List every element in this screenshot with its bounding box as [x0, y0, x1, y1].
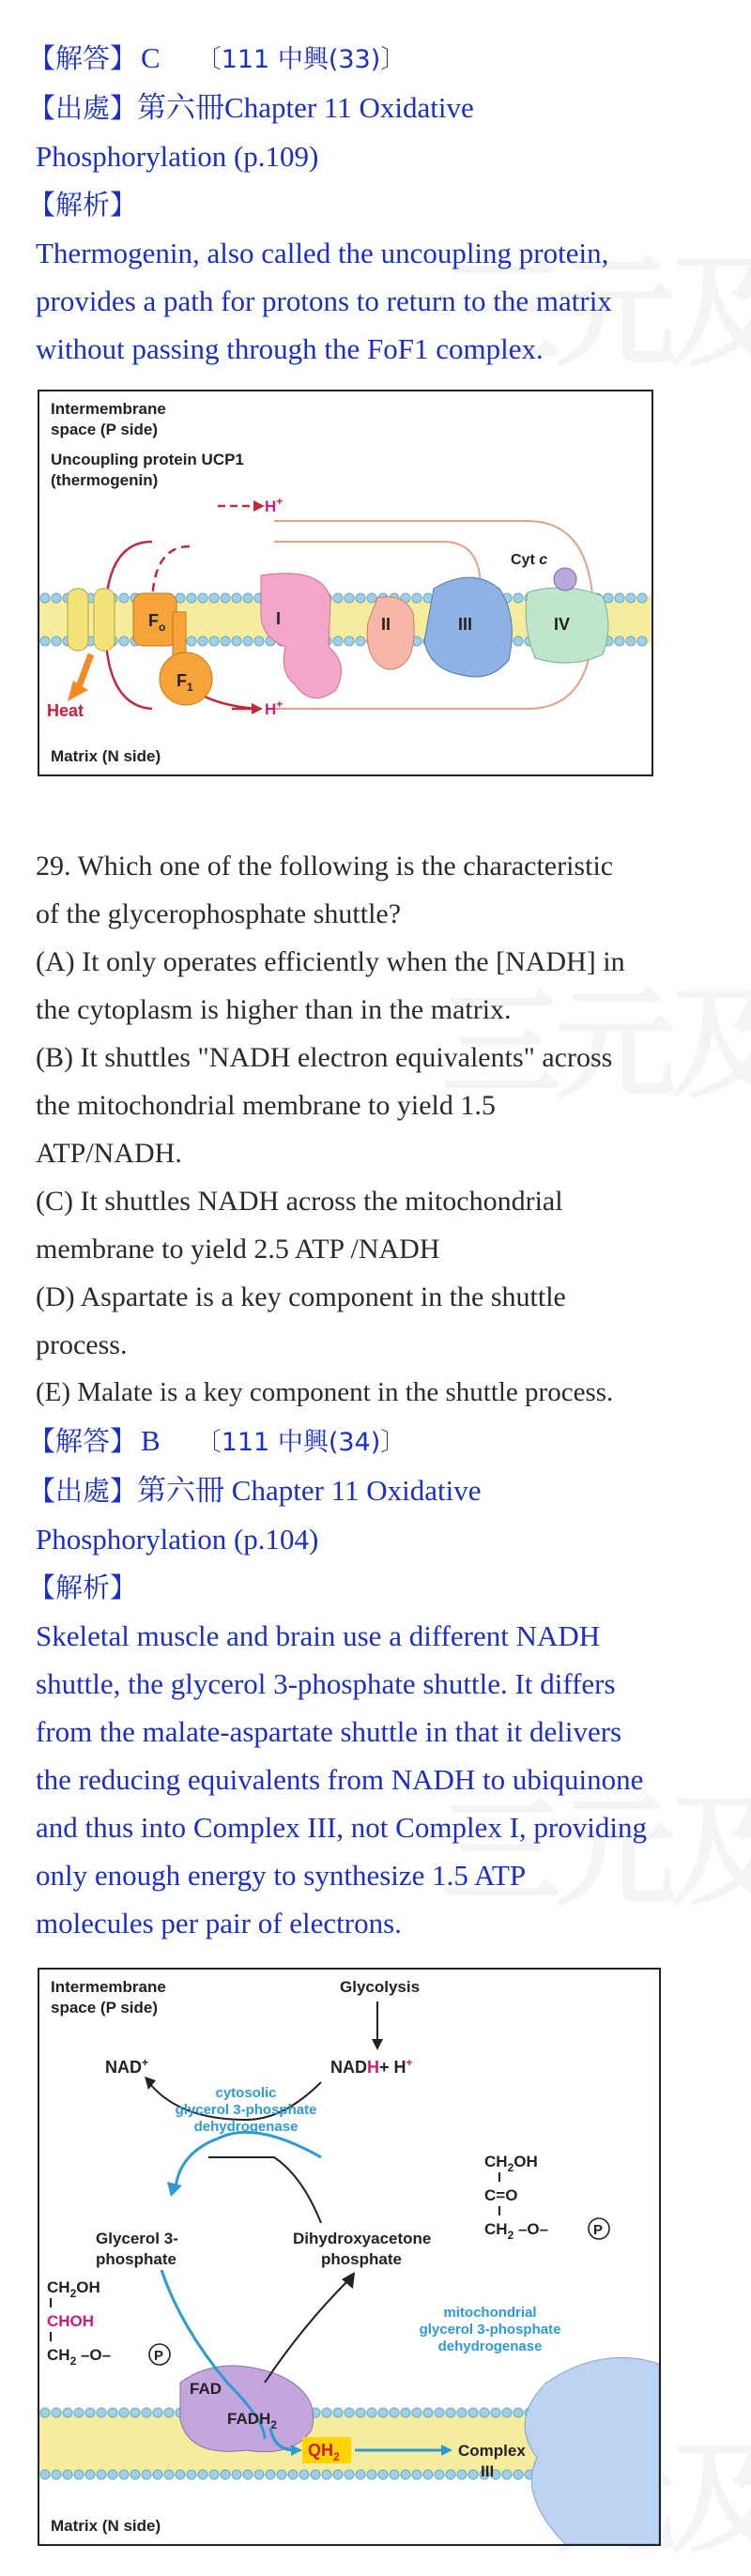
- lipid-head: [221, 636, 230, 646]
- lipid-head: [457, 2470, 467, 2479]
- lipid-head: [513, 636, 523, 646]
- lipid-head: [401, 2470, 410, 2479]
- g3p-structure: [47, 2278, 170, 2368]
- lipid-head: [502, 2408, 512, 2417]
- cytosolic-enzyme-label: glycerol 3-phosphate: [175, 2102, 317, 2118]
- complex-iii-shape: [525, 2357, 659, 2544]
- lipid-head: [119, 593, 129, 603]
- glycerol-shuttle-figure: [38, 1968, 661, 2546]
- explanation-line: only enough energy to synthesize 1.5 ATP: [36, 1859, 527, 1892]
- svg-text:IV: IV: [554, 615, 571, 634]
- proton-label-top: H+: [265, 495, 284, 515]
- lipid-head: [423, 2470, 433, 2479]
- lipid-head: [322, 2408, 331, 2417]
- option-line: ATP/NADH.: [36, 1138, 182, 1169]
- lipid-head: [423, 2408, 433, 2417]
- page-content: [28, 34, 730, 2546]
- source-tag: 【出處】: [28, 92, 138, 124]
- lipid-head: [311, 2470, 320, 2479]
- svg-text:P: P: [593, 2222, 604, 2238]
- explanation-line: without passing through the FoF1 complex.: [36, 332, 544, 365]
- lipid-head: [198, 2470, 207, 2479]
- lipid-head: [153, 2470, 162, 2479]
- lipid-head: [209, 636, 219, 646]
- lipid-head: [266, 2470, 275, 2479]
- lipid-head: [40, 593, 50, 603]
- lipid-head: [446, 2470, 455, 2479]
- lipid-head: [243, 2470, 253, 2479]
- cytc-label: Cyt c: [511, 552, 548, 568]
- answer-tag: 【解答】: [28, 1425, 138, 1457]
- complex-ii: [367, 597, 414, 669]
- explanation-line: Skeletal muscle and brain use a different NADH: [36, 1619, 601, 1652]
- explanation-line: Thermogenin, also called the uncoupling protein,: [36, 237, 609, 269]
- lipid-head: [288, 2470, 298, 2479]
- lipid-head: [390, 2470, 399, 2479]
- lipid-head: [63, 2470, 72, 2479]
- lipid-head: [142, 2408, 151, 2417]
- lipid-head: [85, 2470, 95, 2479]
- lipid-head: [119, 636, 129, 646]
- lipid-head: [243, 593, 253, 603]
- complex-iv: [526, 588, 608, 663]
- lipid-head: [164, 2470, 174, 2479]
- g3p-label: Glycerol 3-: [96, 2230, 178, 2247]
- lipid-head: [119, 2408, 129, 2417]
- ims-label: Intermembrane: [51, 400, 166, 418]
- svg-text:CHOH: CHOH: [47, 2312, 95, 2330]
- cytosolic-enzyme-label: dehydrogenase: [193, 2119, 299, 2135]
- lipid-head: [153, 2408, 162, 2417]
- complex-iii-label-2: III: [481, 2462, 495, 2480]
- matrix-label: Matrix (N side): [51, 747, 161, 765]
- lipid-head: [176, 2470, 185, 2479]
- lipid-head: [468, 2470, 478, 2479]
- lipid-head: [299, 2470, 309, 2479]
- explain-tag: 【解析】: [28, 1572, 138, 1603]
- lipid-head: [412, 2408, 421, 2417]
- lipid-head: [435, 2470, 444, 2479]
- lipid-head: [345, 2408, 354, 2417]
- mito-enzyme-label: mitochondrial: [443, 2305, 537, 2321]
- mito-enzyme-label: dehydrogenase: [437, 2338, 543, 2354]
- svg-text:III: III: [458, 615, 473, 634]
- lipid-head: [221, 593, 230, 603]
- lipid-head: [243, 636, 253, 646]
- lipid-head: [435, 2408, 444, 2417]
- answer-line: [28, 34, 730, 84]
- lipid-head: [187, 593, 196, 603]
- dhap-label: Dihydroxyacetone: [293, 2230, 432, 2247]
- ucp1-label-2: (thermogenin): [51, 471, 159, 489]
- lipid-head: [345, 2470, 354, 2479]
- lipid-head: [446, 2408, 455, 2417]
- option-line: the mitochondrial membrane to yield 1.5: [36, 1090, 496, 1121]
- cytosolic-enzyme-label: cytosolic: [215, 2085, 277, 2101]
- lipid-head: [97, 2408, 106, 2417]
- lipid-head: [333, 593, 343, 603]
- lipid-head: [637, 593, 647, 603]
- lipid-head: [221, 2470, 230, 2479]
- option-line: membrane to yield 2.5 ATP /NADH: [36, 1234, 440, 1265]
- lipid-head: [513, 593, 523, 603]
- answer-letter: B: [141, 1424, 161, 1457]
- answer-tag: 【解答】: [28, 42, 138, 74]
- lipid-head: [626, 593, 636, 603]
- lipid-head: [367, 2470, 376, 2479]
- explain-heading: [28, 180, 730, 229]
- lipid-head: [345, 636, 354, 646]
- thermogenin-figure: [38, 390, 653, 776]
- nad-label: NAD+: [105, 2056, 149, 2077]
- explain-heading: [28, 1563, 730, 1612]
- lipid-head: [367, 593, 376, 603]
- lipid-head: [108, 2408, 117, 2417]
- f1-label: $F_1$: [176, 671, 193, 694]
- explanation-line: the reducing equivalents from NADH to ubiquinone: [36, 1763, 644, 1796]
- complex-iii: [424, 577, 512, 677]
- lipid-head: [176, 593, 185, 603]
- lipid-head: [40, 2408, 50, 2417]
- lipid-head: [254, 636, 264, 646]
- g3p-label-2: phosphate: [96, 2250, 176, 2268]
- svg-text:CH2 –O–: $CH_2$ –O–: [47, 2346, 112, 2368]
- svg-text:II: II: [381, 615, 391, 634]
- lipid-head: [130, 2470, 140, 2479]
- answer-line: [28, 1417, 730, 1466]
- lipid-head: [615, 636, 624, 646]
- question-stem: 29. Which one of the following is the characteristic: [36, 851, 614, 882]
- ims-label-2: space (P side): [51, 421, 159, 438]
- source-line: [28, 84, 730, 132]
- dhap-label-2: phosphate: [321, 2250, 402, 2268]
- lipid-head: [52, 2470, 61, 2479]
- lipid-head: [232, 2470, 241, 2479]
- source-line: [28, 1466, 730, 1515]
- explanation-line: shuttle, the glycerol 3-phosphate shuttle. It differs: [36, 1667, 616, 1700]
- lipid-head: [108, 2470, 117, 2479]
- lipid-head: [390, 2408, 399, 2417]
- fad-label: FAD: [190, 2380, 222, 2398]
- complex-iii-label: Complex: [458, 2442, 526, 2460]
- exam-reference: 〔111 中興(34)〕: [195, 1428, 406, 1457]
- svg-text:CH2OH: $CH_2OH$: [47, 2278, 100, 2300]
- lipid-head: [401, 2408, 410, 2417]
- matrix-label: Matrix (N side): [51, 2517, 161, 2535]
- source-text: 第六冊Chapter 11 Oxidative: [137, 91, 474, 124]
- option-line: (E) Malate is a key component in the shuttle process.: [36, 1377, 614, 1407]
- lipid-head: [277, 2470, 286, 2479]
- heat-label: Heat: [47, 701, 84, 720]
- option-line: process.: [36, 1329, 128, 1360]
- fadh2-label: $FADH_2$: [227, 2410, 277, 2431]
- dhap-structure: [484, 2153, 609, 2242]
- lipid-head: [232, 593, 241, 603]
- lipid-head: [187, 2470, 196, 2479]
- lipid-head: [40, 2470, 50, 2479]
- source-tag: 【出處】: [28, 1475, 138, 1507]
- lipid-head: [198, 593, 207, 603]
- explanation-line: and thus into Complex III, not Complex I, providing: [36, 1811, 647, 1844]
- lipid-head: [356, 2408, 365, 2417]
- lipid-head: [356, 593, 365, 603]
- option-line: the cytoplasm is higher than in the matrix.: [36, 994, 512, 1025]
- ims-label-2: space (P side): [51, 1999, 159, 2016]
- lipid-head: [52, 2408, 61, 2417]
- lipid-head: [637, 636, 647, 646]
- explanation-line: from the malate-aspartate shuttle in that it delivers: [36, 1715, 622, 1748]
- lipid-head: [378, 2408, 388, 2417]
- lipid-head: [322, 2470, 331, 2479]
- svg-text:P: P: [154, 2348, 164, 2364]
- lipid-head: [63, 2408, 72, 2417]
- source-text: 第六冊 Chapter 11 Oxidative: [137, 1474, 482, 1507]
- explain-tag: 【解析】: [28, 189, 138, 221]
- lipid-head: [85, 2408, 95, 2417]
- lipid-head: [491, 2408, 500, 2417]
- answer-letter: C: [141, 41, 161, 74]
- lipid-head: [40, 636, 50, 646]
- source-line-2: Phosphorylation (p.109): [36, 140, 319, 173]
- ims-label: Intermembrane: [51, 1978, 166, 1996]
- lipid-head: [52, 593, 61, 603]
- nadh-label: NADH+ H+: [330, 2056, 413, 2077]
- option-line: (C) It shuttles NADH across the mitochondrial: [36, 1186, 563, 1217]
- lipid-head: [232, 636, 241, 646]
- mito-enzyme-shape: [180, 2366, 314, 2452]
- lipid-head: [74, 2470, 84, 2479]
- lipid-head: [119, 2470, 129, 2479]
- exam-reference: 〔111 中興(33)〕: [195, 45, 406, 74]
- lipid-head: [626, 636, 636, 646]
- explanation-line: molecules per pair of electrons.: [36, 1907, 402, 1940]
- explanation-line: provides a path for protons to return to the matrix: [36, 284, 612, 317]
- lipid-head: [378, 2470, 388, 2479]
- question-stem-2: of the glycerophosphate shuttle?: [36, 898, 402, 929]
- lipid-head: [209, 2470, 219, 2479]
- option-line: (A) It only operates efficiently when the [NADH] in: [36, 946, 625, 977]
- lipid-head: [367, 2408, 376, 2417]
- lipid-head: [74, 2408, 84, 2417]
- lipid-head: [52, 636, 61, 646]
- lipid-head: [513, 2470, 523, 2479]
- svg-text:CH2 –O–: $CH_2$ –O–: [484, 2220, 549, 2242]
- lipid-head: [254, 2470, 264, 2479]
- lipid-head: [333, 2470, 343, 2479]
- glycolysis-label: Glycolysis: [340, 1978, 421, 1996]
- ucp1-label: Uncoupling protein UCP1: [51, 451, 244, 468]
- lipid-head: [356, 636, 365, 646]
- lipid-head: [412, 593, 421, 603]
- lipid-head: [513, 2408, 523, 2417]
- option-line: (D) Aspartate is a key component in the shuttle: [36, 1281, 566, 1312]
- f0-label: $F_o$: [148, 611, 166, 634]
- lipid-head: [333, 636, 343, 646]
- lipid-head: [130, 2408, 140, 2417]
- lipid-head: [333, 2408, 343, 2417]
- lipid-head: [97, 2470, 106, 2479]
- lipid-head: [356, 2470, 365, 2479]
- svg-text:CH2OH: $CH_2OH$: [484, 2153, 538, 2174]
- source-line-2: Phosphorylation (p.104): [36, 1523, 319, 1556]
- lipid-head: [142, 2470, 151, 2479]
- proton-label-bottom: H+: [265, 698, 284, 718]
- qh2-label: $QH_2$: [308, 2441, 340, 2463]
- lipid-head: [502, 2470, 512, 2479]
- mito-enzyme-label: glycerol 3-phosphate: [419, 2322, 561, 2338]
- svg-text:C=O: C=O: [484, 2186, 518, 2204]
- lipid-head: [198, 636, 207, 646]
- lipid-head: [209, 593, 219, 603]
- option-line: (B) It shuttles "NADH electron equivalents" across: [36, 1042, 613, 1073]
- lipid-head: [604, 593, 613, 603]
- lipid-head: [345, 593, 354, 603]
- complex-i: [261, 574, 341, 698]
- lipid-head: [615, 593, 624, 603]
- lipid-head: [412, 2470, 421, 2479]
- lipid-head: [187, 636, 196, 646]
- lipid-head: [480, 2408, 489, 2417]
- svg-text:I: I: [276, 609, 282, 628]
- lipid-head: [457, 2408, 467, 2417]
- lipid-head: [164, 2408, 174, 2417]
- lipid-head: [468, 2408, 478, 2417]
